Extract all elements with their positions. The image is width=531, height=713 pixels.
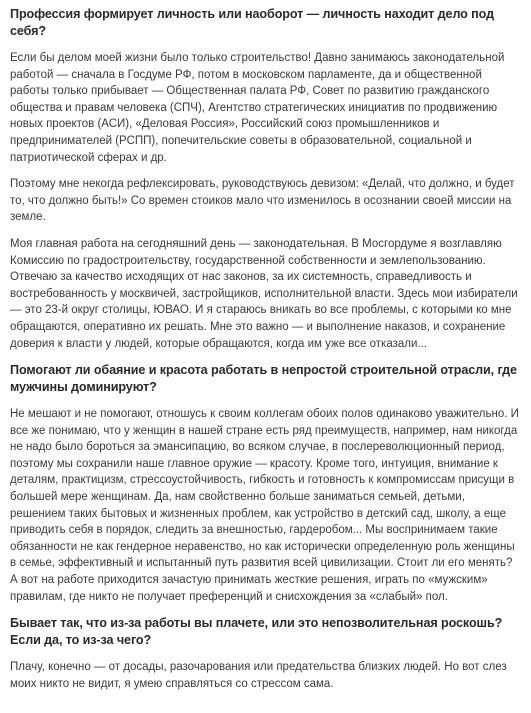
- answer-paragraph: Плачу, конечно — от досады, разочарования или предательства близких людей. Но вот слез моих никто не видит, я умею справляться со стрессом сама.: [10, 661, 507, 690]
- answer-paragraph: Моя главная работа на сегодняшний день — законодательная. В Мосгордуме я возглавляю Комиссию по градостроительству, государственной собственности и землепользованию. Отвечаю за качество исходящих от нас законов, за их системность, справедливость и востребованность у москвичей, застройщиков, исполнительной власти. Здесь мои избиратели — это 23-й округ столицы, ЮВАО. И я стараюсь вникать во все проблемы, с которыми ко мне обращаются, оперативно их решать. Мне это важно — и выполнение наказов, и сохранение доверия к власти у людей, которые обращаются, когда им уже все отказали...: [10, 237, 518, 350]
- question-heading: Помогают ли обаяние и красота работать в непростой строительной отрасли, где мужчины доминируют?: [10, 363, 517, 395]
- question-heading: Профессия формирует личность или наоборот — личность находит дело под себя?: [10, 7, 494, 38]
- answer-paragraph: Не мешают и не помогают, отношусь к своим коллегам обоих полов одинаково уважительно. И все же понимаю, что у женщин в нашей стране есть ряд преимуществ, например, нам никогда не надо было бороться за эмансипацию, во всяком случае, в послереволюционный период, поэтому мы сохранили наше главное оружие — красоту. Кроме того, интуиция, внимание к деталям, практицизм, стрессоустойчивость, гибкость и готовность к компромиссам присущи в большей мере женщинам. Да, нам свойственно больше заниматься семьей, детьми, решением таких бытовых и жизненных проблем, как устройство в детский сад, школу, а еще приводить себя в порядок, следить за внешностью, гардеробом... Мы воспринимаем такие обязанности не как гендерное неравенство, но как исторически определенную роль женщины в семье, эффективный и испытанный путь развития всей цивилизации. Стоит ли его менять? А вот на работе приходится зачастую принимать жесткие решения, играть по «мужским» правилам, где никто не получает преференций и снисхождения за «слабый» пол.: [10, 408, 519, 603]
- question-heading: Бывает так, что из-за работы вы плачете, или это непозволительная роскошь? Если да, то из-за чего?: [10, 616, 503, 648]
- answer-paragraph: Поэтому мне некогда рефлексировать, руководствуюсь девизом: «Делай, что должно, и будет то, что должно быть!» Со времен стоиков мало что изменилось в осознании своей миссии на земле.: [10, 178, 515, 224]
- answer-paragraph: Если бы делом моей жизни было только строительство! Давно занимаюсь законодательной работой — сначала в Госдуме РФ, потом в московском парламенте, да и общественной работы только прибывает — Общественная палата РФ, Совет по развитию гражданского общества и правам человека (СПЧ), Агентство стратегических инициатив по продвижению новых проектов (АСИ), «Деловая Россия», Российский союз промышленников и предпринимателей (РСПП), попечительские советы в образовательной, социальной и патриотической сферах и др.: [10, 52, 505, 164]
